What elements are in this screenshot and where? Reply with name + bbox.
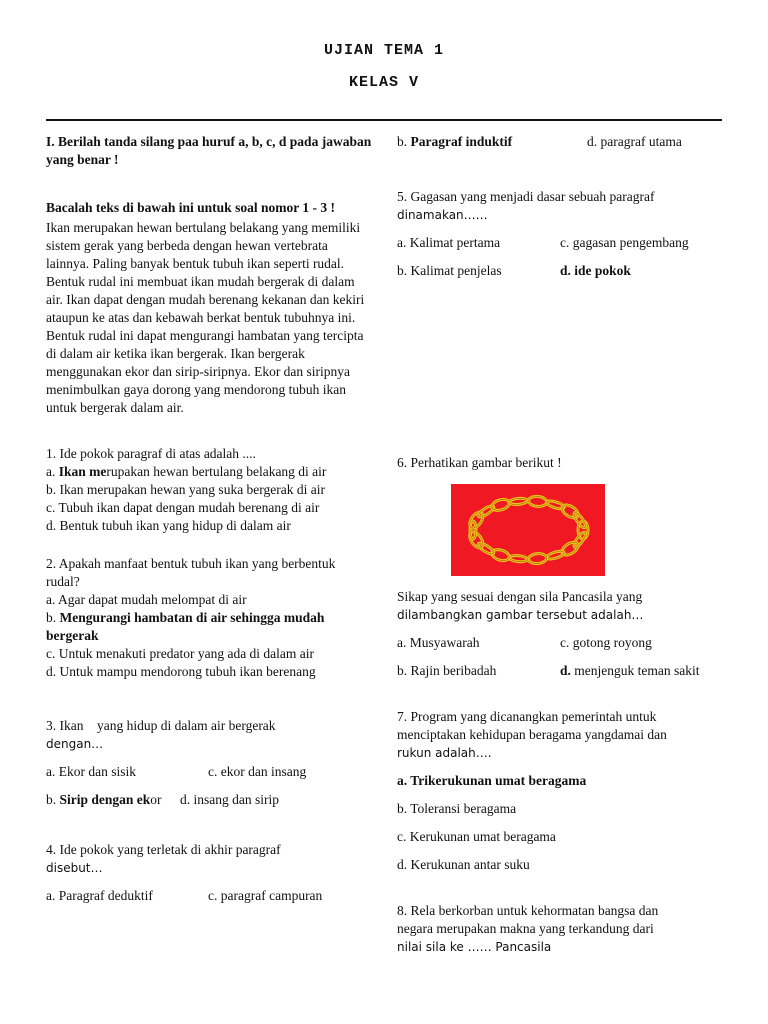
- question-3-option-a: a. Ekor dan sisik: [46, 764, 136, 779]
- question-4-option-b: [397, 133, 512, 151]
- reading-instruction: Bacalah teks di bawah ini untuk soal nomor 1 - 3 !: [46, 200, 335, 215]
- question-3-option-b: [46, 791, 162, 809]
- question-3-text: 3. Ikan yang hidup di dalam air bergerak: [46, 718, 276, 733]
- question-7-option-d: d. Kerukunan antar suku: [397, 857, 530, 872]
- question-2-option-b: [46, 609, 372, 645]
- question-5-options-bd: [397, 262, 727, 280]
- question-5-option-a: a. Kalimat pertama: [397, 235, 501, 250]
- question-3-option-c: c. ekor dan insang: [208, 764, 307, 779]
- question-3: [46, 717, 372, 809]
- question-5-option-c: c. gagasan pengembang: [560, 235, 689, 250]
- right-column: [397, 133, 727, 956]
- question-6-options-bd: [397, 662, 727, 680]
- question-7-option-a: a. Trikerukunan umat beragama: [397, 773, 587, 788]
- question-3-text-cont: dengan…: [46, 737, 104, 751]
- question-6-option-c: c. gotong royong: [560, 635, 652, 650]
- question-7-text-end: rukun adalah….: [397, 746, 492, 760]
- question-4-text-cont: disebut…: [46, 861, 103, 875]
- question-5-text-cont: dinamakan……: [397, 208, 488, 222]
- option-bold: Paragraf induktif: [410, 134, 513, 149]
- option-bold: Sirip dengan ek: [59, 792, 151, 807]
- question-6-option-a: a. Musyawarah: [397, 635, 480, 650]
- question-7-text: 7. Program yang dicanangkan pemerintah untuk: [397, 709, 657, 724]
- question-1-option-c: c. Tubuh ikan dapat dengan mudah berenang di air: [46, 500, 320, 515]
- question-6: [397, 454, 727, 680]
- exam-class: KELAS V: [348, 74, 419, 91]
- question-8-text-cont: negara merupakan makna yang terkandung dari: [397, 921, 654, 936]
- question-8: [397, 902, 727, 956]
- question-1-text: 1. Ide pokok paragraf di atas adalah ....: [46, 446, 256, 461]
- option-bold: Mengurangi hambatan di air sehingga mudah bergerak: [46, 610, 325, 643]
- question-6-text: 6. Perhatikan gambar berikut !: [397, 455, 562, 470]
- question-6-options-ac: [397, 634, 727, 652]
- question-4-options-ac: [46, 887, 372, 905]
- question-6-option-d: [560, 662, 699, 680]
- option-bold: Ikan me: [58, 464, 107, 479]
- question-5-options-ac: [397, 234, 727, 252]
- question-4-option-c: c. paragraf campuran: [208, 888, 323, 903]
- question-2-option-d: d. Untuk mampu mendorong tubuh ikan berenang: [46, 664, 316, 679]
- question-5: [397, 188, 727, 280]
- question-3-options-bd: [46, 791, 372, 809]
- chain-image: [451, 484, 605, 576]
- left-column: [46, 133, 372, 905]
- option-rest: rupakan hewan bertulang belakang di air: [106, 464, 327, 479]
- option-rest: or: [150, 792, 162, 807]
- question-7-option-b: b. Toleransi beragama: [397, 801, 517, 816]
- question-8-text-end: nilai sila ke …… Pancasila: [397, 940, 552, 954]
- question-1-option-a: [46, 463, 372, 481]
- option-prefix: b.: [397, 134, 411, 149]
- question-6-option-b: b. Rajin beribadah: [397, 663, 497, 678]
- question-5-text: 5. Gagasan yang menjadi dasar sebuah paragraf: [397, 189, 655, 204]
- question-6-statement: Sikap yang sesuai dengan sila Pancasila yang: [397, 589, 643, 604]
- question-8-text: 8. Rela berkorban untuk kehormatan bangsa dan: [397, 903, 659, 918]
- question-5-option-b: b. Kalimat penjelas: [397, 263, 502, 278]
- question-4: [46, 841, 372, 905]
- option-prefix: b.: [46, 792, 60, 807]
- option-rest: menjenguk teman sakit: [570, 663, 700, 678]
- instruction: I. Berilah tanda silang paa huruf a, b, c, d pada jawaban yang benar !: [46, 134, 372, 167]
- question-2-text: 2. Apakah manfaat bentuk tubuh ikan yang berbentuk rudal?: [46, 556, 336, 589]
- question-3-options-ac: [46, 763, 372, 781]
- question-7-text-cont: menciptakan kehidupan beragama yangdamai dan: [397, 727, 667, 742]
- question-6-statement-cont: dilambangkan gambar tersebut adalah…: [397, 608, 644, 622]
- question-1-option-d: d. Bentuk tubuh ikan yang hidup di dalam air: [46, 518, 291, 533]
- question-2: [46, 555, 372, 681]
- question-7: [397, 708, 727, 874]
- question-4-text: 4. Ide pokok yang terletak di akhir paragraf: [46, 842, 281, 857]
- question-1: [46, 445, 372, 535]
- exam-title: UJIAN TEMA 1: [323, 42, 445, 59]
- chain-image-background: [451, 484, 605, 576]
- question-5-option-d: d. ide pokok: [560, 263, 631, 278]
- option-prefix: b.: [46, 610, 60, 625]
- question-4-option-d: d. paragraf utama: [587, 134, 682, 149]
- question-4-options-bd: [397, 133, 727, 151]
- question-1-option-b: b. Ikan merupakan hewan yang suka bergerak di air: [46, 482, 326, 497]
- question-3-option-d: d. insang dan sirip: [180, 792, 279, 807]
- option-prefix: a.: [46, 464, 59, 479]
- question-4-option-a: a. Paragraf deduktif: [46, 888, 153, 903]
- question-2-option-c: c. Untuk menakuti predator yang ada di dalam air: [46, 646, 315, 661]
- question-7-option-c: c. Kerukunan umat beragama: [397, 829, 556, 844]
- question-2-option-a: a. Agar dapat mudah melompat di air: [46, 592, 247, 607]
- reading-passage: Ikan merupakan hewan bertulang belakang yang memiliki sistem gerak yang berbeda dengan hewan vertebrata lainnya. Paling banyak bentuk tubuh ikan seperti rudal. Bentuk rudal ini membuat ikan mudah bergerak di dalam air. Ikan dapat dengan mudah berenang kekanan dan kekiri ataupun ke atas dan kebawah berkat bentuk tubuhnya ini. Bentuk rudal ini dapat mengurangi hambatan yang tercipta di dalam air ketika ikan bergerak. Ikan bergerak menggunakan ekor dan sirip-siripnya. Ekor dan siripnya menimbulkan gaya dorong yang mendorong tubuh ikan untuk bergerak dalam air.: [46, 220, 365, 415]
- option-bold: d.: [560, 663, 571, 678]
- chain-illustration: [451, 484, 605, 576]
- header-divider: [46, 119, 722, 121]
